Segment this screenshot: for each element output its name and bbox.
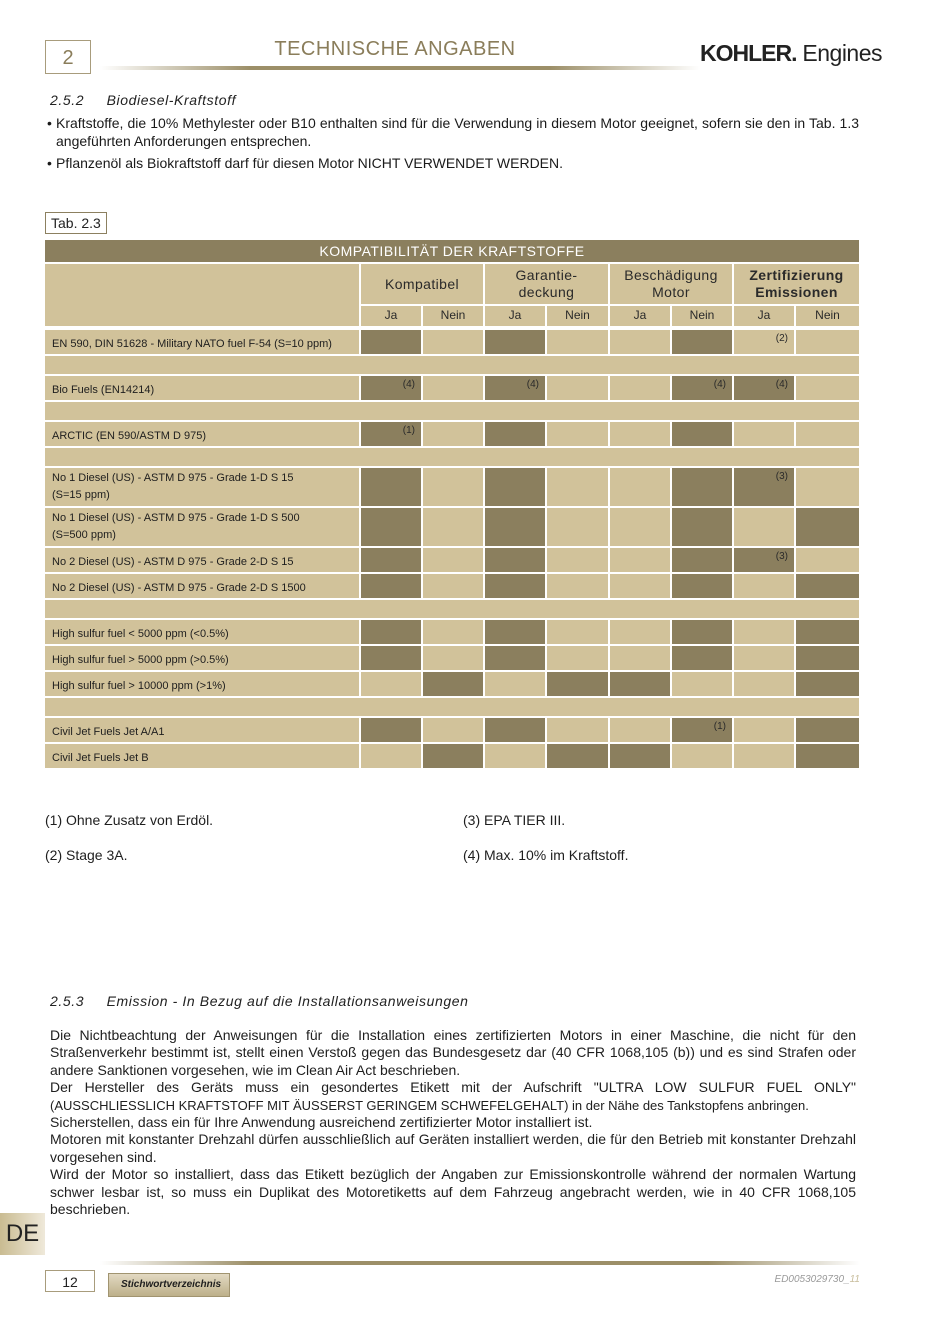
table-cell <box>485 330 545 354</box>
table-cell <box>485 376 545 400</box>
table-cell <box>672 422 732 446</box>
biodiesel-bullets <box>47 114 859 176</box>
table-cell <box>361 422 421 446</box>
table-cell <box>734 468 794 506</box>
table-cell <box>547 422 608 446</box>
footnote-4: (4) Max. 10% im Kraftstoff. <box>463 847 629 863</box>
cell-footnote-ref: (4) <box>526 379 539 390</box>
table-cell <box>672 620 732 644</box>
table-cell <box>610 672 670 696</box>
column-group-label <box>385 276 459 293</box>
section-heading-emission: 2.5.3 Emission - In Bezug auf die Installationsanweisungen <box>50 993 469 1009</box>
chapter-number: 2 <box>45 40 91 74</box>
table-cell <box>547 508 608 546</box>
group-label-line: Emissionen <box>755 284 838 300</box>
table-cell <box>796 744 859 768</box>
fuel-type-label <box>45 574 359 598</box>
fuel-type-label <box>45 672 359 696</box>
fuel-compatibility-table <box>45 240 859 766</box>
table-cell <box>361 646 421 670</box>
table-cell <box>361 376 421 400</box>
table-cell <box>361 574 421 598</box>
document-code <box>740 1274 860 1285</box>
table-cell <box>485 548 545 572</box>
table-cell <box>610 376 670 400</box>
table-cell <box>485 620 545 644</box>
table-cell <box>610 422 670 446</box>
table-cell <box>796 718 859 742</box>
fuel-type-line: Civil Jet Fuels Jet B <box>52 751 149 764</box>
table-cell <box>361 330 421 354</box>
table-cell <box>423 646 483 670</box>
footnote-2: (2) Stage 3A. <box>45 847 128 863</box>
column-subheader: Ja <box>734 306 794 326</box>
paragraph-part: (AUSSCHLIESSLICH KRAFTSTOFF MIT ÄUSSERST GERINGEM SCHWEFELGEHALT) in der Nähe des Tankstopfens anbringen. <box>50 1097 809 1113</box>
table-cell <box>672 672 732 696</box>
table-cell <box>423 744 483 768</box>
table-cell <box>547 330 608 354</box>
fuel-type-label <box>45 422 359 446</box>
fuel-type-line: Civil Jet Fuels Jet A/A1 <box>52 725 165 738</box>
cell-footnote-ref: (4) <box>402 379 415 390</box>
fuel-type-label <box>45 508 359 546</box>
fuel-type-label <box>45 646 359 670</box>
cell-footnote-ref: (3) <box>775 471 788 482</box>
column-group-label <box>749 267 843 301</box>
table-cell <box>361 508 421 546</box>
column-subheader: Nein <box>672 306 732 326</box>
paragraph: Motoren mit konstanter Drehzahl dürfen ausschließlich auf Geräten installiert werden, die für den Betrieb mit konstanter Drehzahl vorgesehen sind. <box>50 1131 856 1165</box>
table-cell <box>796 548 859 572</box>
column-group-label <box>624 267 718 301</box>
fuel-type-label <box>45 620 359 644</box>
table-cell <box>610 548 670 572</box>
table-cell <box>547 468 608 506</box>
table-cell <box>672 574 732 598</box>
fuel-type-line: No 2 Diesel (US) - ASTM D 975 - Grade 2-D S 15 <box>52 555 294 568</box>
table-cell <box>672 718 732 742</box>
table-cell <box>734 548 794 572</box>
table-spacer-row <box>45 698 859 716</box>
column-group-header <box>361 264 483 304</box>
table-cell <box>423 672 483 696</box>
paragraph <box>50 1079 856 1114</box>
table-cell <box>485 468 545 506</box>
language-tab[interactable]: DE <box>0 1213 45 1255</box>
column-group-label <box>516 267 578 301</box>
table-spacer-row <box>45 600 859 618</box>
cell-footnote-ref: (1) <box>713 721 726 732</box>
bullet-item: • Kraftstoffe, die 10% Methylester oder B10 enthalten sind für die Verwendung in diesem Motor geeignet, sofern sie den in Tab. 1.3 angeführten Anforderungen entsprechen. <box>47 114 859 150</box>
column-subheader: Ja <box>610 306 670 326</box>
table-cell <box>485 672 545 696</box>
fuel-type-line: (S=15 ppm) <box>52 489 110 501</box>
fuel-type-line: High sulfur fuel > 5000 ppm (>0.5%) <box>52 653 229 666</box>
table-cell <box>610 646 670 670</box>
group-label-line: Beschädigung <box>624 267 718 283</box>
fuel-type-label <box>45 718 359 742</box>
table-cell <box>734 574 794 598</box>
table-cell <box>547 744 608 768</box>
table-cell <box>672 468 732 506</box>
table-cell <box>361 548 421 572</box>
fuel-type-line: (S=500 ppm) <box>52 529 116 541</box>
fuel-type-label <box>45 744 359 768</box>
table-cell <box>485 508 545 546</box>
table-cell <box>547 646 608 670</box>
group-label-line: deckung <box>518 284 575 300</box>
fuel-type-line: High sulfur fuel < 5000 ppm (<0.5%) <box>52 627 229 640</box>
table-cell <box>734 620 794 644</box>
table-cell <box>672 508 732 546</box>
table-cell <box>672 548 732 572</box>
table-cell <box>547 672 608 696</box>
group-label-line: Zertifizierung <box>749 267 844 283</box>
table-cell <box>796 574 859 598</box>
cell-footnote-ref: (2) <box>775 333 788 344</box>
table-cell <box>610 718 670 742</box>
table-cell <box>796 508 859 546</box>
footnote-3: (3) EPA TIER III. <box>463 812 566 828</box>
table-cell <box>796 330 859 354</box>
table-cell <box>485 744 545 768</box>
fuel-type-line: High sulfur fuel > 10000 ppm (>1%) <box>52 679 226 692</box>
column-subheader: Ja <box>485 306 545 326</box>
footer-divider <box>100 1261 860 1265</box>
column-group-header <box>610 264 732 304</box>
table-cell <box>796 422 859 446</box>
table-cell <box>734 508 794 546</box>
table-cell <box>672 376 732 400</box>
group-label-line: Motor <box>652 284 690 300</box>
table-cell <box>796 672 859 696</box>
table-cell <box>361 744 421 768</box>
table-cell <box>423 468 483 506</box>
fuel-type-label <box>45 330 359 354</box>
table-cell <box>734 718 794 742</box>
column-group-header <box>734 264 859 304</box>
paragraph-part: Der Hersteller des Geräts muss ein gesondertes Etikett mit der Aufschrift "ULTRA LOW SULFUR FUEL ONLY" <box>50 1079 856 1096</box>
page-number: 12 <box>45 1270 95 1292</box>
fuel-type-label <box>45 468 359 506</box>
table-cell <box>610 508 670 546</box>
table-cell <box>547 376 608 400</box>
table-cell <box>796 646 859 670</box>
table-cell <box>796 620 859 644</box>
table-cell <box>547 548 608 572</box>
logo-brand: KOHLER. <box>700 40 797 66</box>
table-cell <box>361 468 421 506</box>
table-cell <box>361 718 421 742</box>
table-cell <box>734 422 794 446</box>
table-cell <box>672 330 732 354</box>
table-cell <box>734 672 794 696</box>
cell-footnote-ref: (1) <box>402 425 415 436</box>
column-subheader: Nein <box>796 306 859 326</box>
table-cell <box>485 646 545 670</box>
header-divider <box>100 66 700 70</box>
table-cell <box>734 376 794 400</box>
header-blank-cell <box>45 264 359 326</box>
logo-word: Engines <box>802 40 883 66</box>
table-cell <box>610 620 670 644</box>
table-cell <box>796 468 859 506</box>
table-cell <box>610 744 670 768</box>
table-title: KOMPATIBILITÄT DER KRAFTSTOFFE <box>45 240 859 262</box>
table-cell <box>423 718 483 742</box>
table-cell <box>423 376 483 400</box>
cell-footnote-ref: (4) <box>775 379 788 390</box>
table-cell <box>610 574 670 598</box>
table-cell <box>423 548 483 572</box>
kohler-logo <box>700 40 882 67</box>
table-cell <box>734 744 794 768</box>
table-cell <box>485 574 545 598</box>
table-cell <box>734 646 794 670</box>
table-cell <box>672 646 732 670</box>
cell-footnote-ref: (3) <box>775 551 788 562</box>
table-cell <box>547 718 608 742</box>
table-cell <box>361 620 421 644</box>
footnote-1: (1) Ohne Zusatz von Erdöl. <box>45 812 214 828</box>
page-title: TECHNISCHE ANGABEN <box>274 38 516 60</box>
fuel-type-line: No 1 Diesel (US) - ASTM D 975 - Grade 1-D S 500 <box>52 512 300 524</box>
table-cell <box>672 744 732 768</box>
table-cell <box>610 468 670 506</box>
table-cell <box>610 330 670 354</box>
doc-page-number: 11 <box>849 1274 860 1285</box>
fuel-type-label <box>45 548 359 572</box>
table-cell <box>423 574 483 598</box>
index-button[interactable]: Stichwortverzeichnis <box>108 1273 230 1297</box>
fuel-type-line: EN 590, DIN 51628 - Military NATO fuel F-54 (S=10 ppm) <box>52 337 332 350</box>
section-heading-biodiesel: 2.5.2 Biodiesel-Kraftstoff <box>50 92 237 108</box>
fuel-type-line: No 1 Diesel (US) - ASTM D 975 - Grade 1-D S 15 <box>52 472 294 484</box>
column-subheader: Nein <box>423 306 483 326</box>
column-subheader: Ja <box>361 306 421 326</box>
table-cell <box>423 620 483 644</box>
table-cell <box>485 718 545 742</box>
table-spacer-row <box>45 356 859 374</box>
paragraph: Wird der Motor so installiert, dass das Etikett bezüglich der Angaben zur Emissionskontrolle während der normalen Wartung schwer lesbar ist, so muss ein Duplikat des Motoretiketts auf dem Fahrzeug angebracht werden, wie in 40 CFR 1068,105 beschrieben. <box>50 1166 856 1218</box>
bullet-item: • Pflanzenöl als Biokraftstoff darf für diesen Motor NICHT VERWENDET WERDEN. <box>47 154 859 172</box>
table-cell <box>485 422 545 446</box>
table-cell <box>423 330 483 354</box>
table-cell <box>796 376 859 400</box>
paragraph: Sicherstellen, dass ein für Ihre Anwendung ausreichend zertifizierter Motor installiert ist. <box>50 1114 593 1131</box>
table-cell <box>361 672 421 696</box>
table-spacer-row <box>45 448 859 466</box>
table-cell <box>547 574 608 598</box>
fuel-type-line: ARCTIC (EN 590/ASTM D 975) <box>52 429 207 442</box>
cell-footnote-ref: (4) <box>713 379 726 390</box>
table-cell <box>423 422 483 446</box>
column-group-header <box>485 264 608 304</box>
table-spacer-row <box>45 402 859 420</box>
emission-text <box>50 1027 856 1218</box>
fuel-type-label <box>45 376 359 400</box>
table-cell <box>423 508 483 546</box>
group-label-line: Kompatibel <box>384 275 460 292</box>
column-subheader: Nein <box>547 306 608 326</box>
fuel-type-line: No 2 Diesel (US) - ASTM D 975 - Grade 2-D S 1500 <box>52 581 306 594</box>
doc-code-text: ED0053029730_ <box>774 1274 850 1285</box>
table-cell <box>547 620 608 644</box>
table-label: Tab. 2.3 <box>45 212 107 234</box>
paragraph: Die Nichtbeachtung der Anweisungen für die Installation eines zertifizierten Motors in einer Maschine, die nicht für den Straßenverkehr bestimmt ist, stellt einen Verstoß gegen das Bundesgesetz dar (40 CFR 1068,105 (b)) und es sind Strafen oder andere Sanktionen vorgesehen, wie im Clean Air Act beschrieben. <box>50 1027 856 1078</box>
fuel-type-line: Bio Fuels (EN14214) <box>52 383 155 396</box>
table-cell <box>734 330 794 354</box>
group-label-line: Garantie- <box>515 267 578 283</box>
